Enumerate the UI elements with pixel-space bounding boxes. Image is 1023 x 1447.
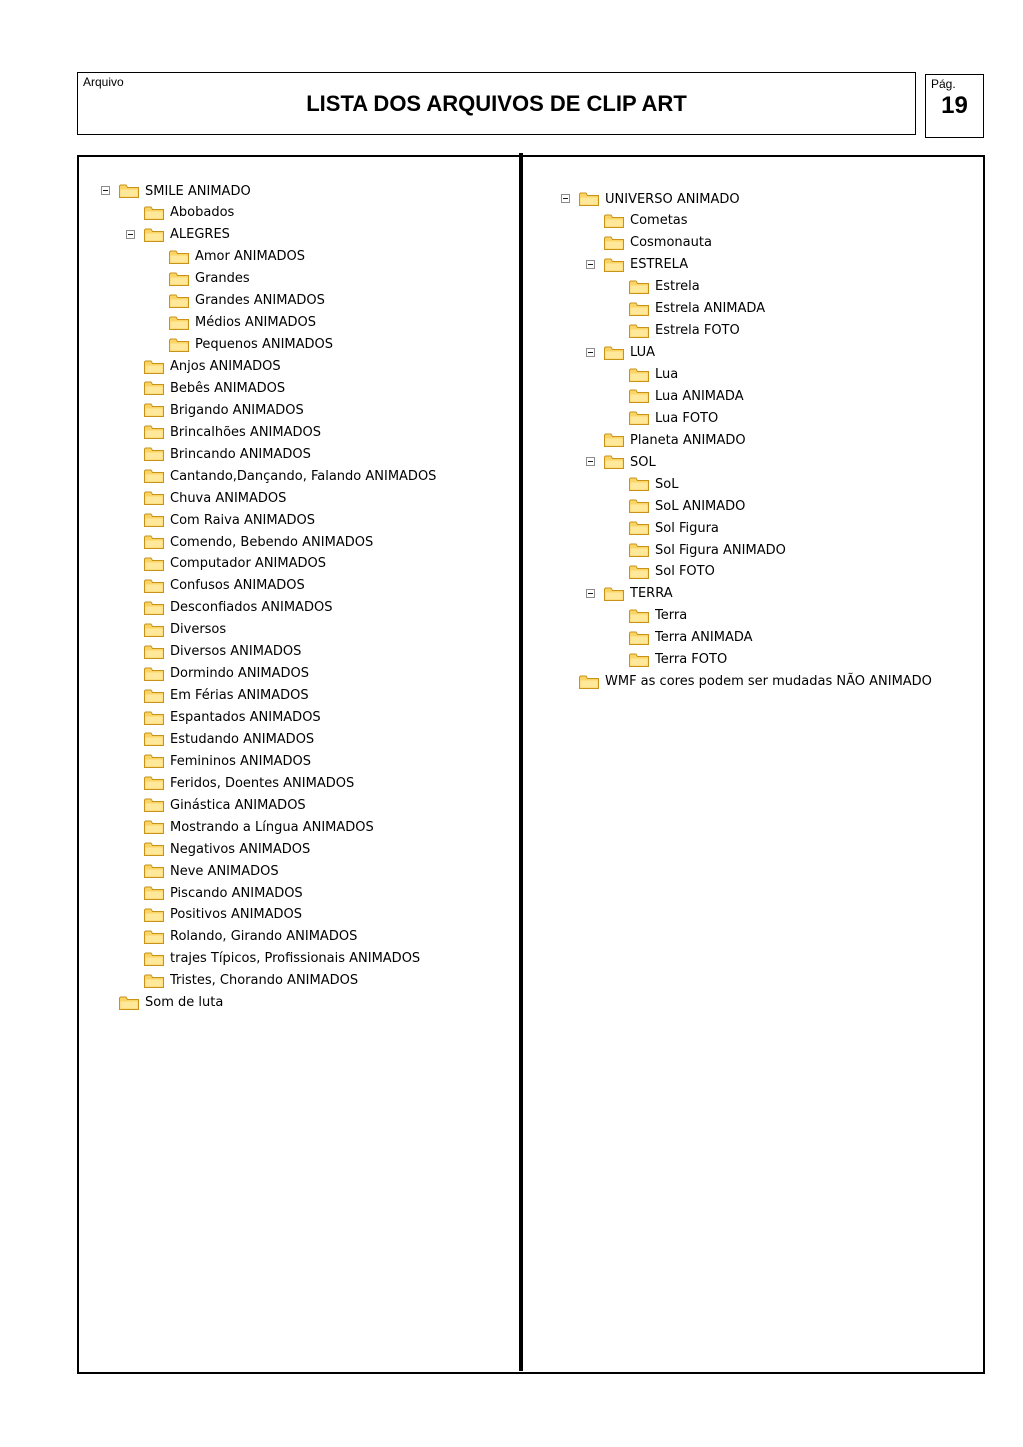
folder-icon [143,380,165,396]
tree-item-label: Sol Figura ANIMADO [655,542,786,558]
tree-item-label: Lua FOTO [655,410,719,426]
tree-item-row[interactable] [143,685,309,707]
tree-item-label: Amor ANIMADOS [195,249,306,265]
folder-icon [143,446,165,462]
tree-item-row[interactable] [118,180,251,202]
tree-item-label: Anjos ANIMADOS [170,359,281,374]
collapse-minus-icon[interactable] [586,260,595,269]
tree-item-label: Médios ANIMADOS [195,315,316,331]
folder-icon [118,995,140,1011]
collapse-minus-icon[interactable] [126,230,135,239]
folder-icon [143,929,165,945]
tree-item-label: Abobados [170,205,235,221]
tree-item-label: Cosmonauta [630,235,712,251]
folder-icon [143,622,165,638]
tree-item-row[interactable] [603,342,655,364]
tree-item-label: Cantando,Dançando, Falando ANIMADOS [170,468,437,484]
tree-item-row[interactable] [628,364,678,386]
folder-icon [603,257,625,273]
tree-item-row[interactable] [578,671,932,693]
tree-item-label: Lua [655,367,679,382]
folder-icon [143,424,165,440]
tree-item-label: TERRA [630,586,673,602]
tree-item-label: Computador ANIMADOS [170,556,326,572]
folder-icon [168,271,190,287]
folder-icon [143,468,165,484]
tree-item-row[interactable] [143,663,309,685]
tree-item-row[interactable] [168,334,333,356]
folder-icon [628,410,650,426]
folder-icon [143,512,165,528]
tree-item-label: Terra [655,608,688,624]
tree-item-row[interactable] [628,539,786,561]
tree-item-row[interactable] [143,794,306,816]
tree-item-label: Diversos ANIMADOS [170,644,302,660]
page-title: LISTA DOS ARQUIVOS DE CLIP ART [306,91,687,116]
tree-item-row[interactable] [603,583,673,605]
tree-item-label: Confusos ANIMADOS [170,578,305,594]
tree-item-label: Brincalhões ANIMADOS [170,424,321,440]
tree-item-row[interactable] [143,838,310,860]
folder-icon [628,301,650,317]
folder-icon [628,476,650,492]
folder-icon [143,578,165,594]
tree-item-row[interactable] [603,210,688,232]
tree-item-row[interactable] [628,605,687,627]
tree-item-row[interactable] [143,707,321,729]
tree-item-row[interactable] [143,575,305,597]
tree-item-row[interactable] [628,517,719,539]
folder-icon [168,337,190,353]
tree-item-row[interactable] [143,465,436,487]
tree-item-row[interactable] [628,649,727,671]
tree-item-row[interactable] [628,495,745,517]
tree-item-row[interactable] [628,407,718,429]
tree-item-label: Bebês ANIMADOS [170,380,286,396]
folder-icon [628,520,650,536]
tree-item-label: Comendo, Bebendo ANIMADOS [170,534,374,550]
tree-item-label: WMF as cores podem ser mudadas NÃO ANIMADO [605,674,932,690]
tree-item-row[interactable] [143,641,301,663]
tree-item-label: Estrela ANIMADA [655,301,766,317]
tree-item-row[interactable] [143,224,230,246]
tree-item-row[interactable] [628,627,753,649]
tree-item-label: SMILE ANIMADO [145,183,251,199]
folder-icon [628,323,650,339]
tree-item-label: Em Férias ANIMADOS [170,688,309,704]
folder-icon [143,710,165,726]
tree-item-label: Brigando ANIMADOS [170,402,304,418]
folder-icon [143,885,165,901]
tree-item-label: Tristes, Chorando ANIMADOS [170,973,359,989]
tree-item-row[interactable] [143,750,311,772]
folder-icon [143,534,165,550]
tree-item-label: Brincando ANIMADOS [170,446,311,462]
tree-item-label: Chuva ANIMADOS [170,490,287,506]
folder-icon [143,600,165,616]
tree-item-row[interactable] [143,970,358,992]
tree-item-row[interactable] [628,320,740,342]
tree-item-label: Estrela [655,279,700,295]
folder-icon [143,819,165,835]
folder-icon [143,797,165,813]
tree-item-label: Femininos ANIMADOS [170,753,312,769]
tree-item-label: Cometas [630,213,688,229]
header-small-label: Arquivo [83,75,124,89]
collapse-minus-icon[interactable] [586,457,595,466]
folder-icon [603,235,625,251]
tree-item-row[interactable] [168,290,325,312]
page-label: Pág. [931,77,956,91]
folder-icon [603,213,625,229]
folder-icon [143,556,165,572]
tree-item-row[interactable] [143,421,321,443]
tree-item-label: Estrela FOTO [655,323,740,339]
tree-item-row[interactable] [143,772,354,794]
folder-icon [143,666,165,682]
tree-item-label: Positivos ANIMADOS [170,907,303,923]
tree-item-row[interactable] [143,860,279,882]
header-box [77,72,916,135]
tree-item-row[interactable] [628,473,678,495]
folder-icon [578,674,600,690]
tree-item-row[interactable] [603,254,688,276]
tree-item-label: trajes Típicos, Profissionais ANIMADOS [170,951,421,967]
tree-item-row[interactable] [143,487,286,509]
folder-icon [143,402,165,418]
tree-item-label: SoL ANIMADO [655,498,746,514]
folder-icon [628,542,650,558]
tree-item-label: Terra FOTO [655,652,728,668]
tree-item-label: Diversos [170,622,227,638]
folder-icon [628,652,650,668]
tree-item-label: Grandes [195,271,250,287]
tree-item-row[interactable] [143,202,234,224]
tree-item-label: UNIVERSO ANIMADO [605,191,740,207]
folder-icon [628,630,650,646]
folder-icon [143,688,165,704]
tree-item-label: Dormindo ANIMADOS [170,666,309,682]
tree-item-row[interactable] [143,509,315,531]
folder-icon [143,359,165,375]
tree-item-row[interactable] [628,276,700,298]
tree-item-row[interactable] [143,356,281,378]
folder-icon [143,863,165,879]
collapse-minus-icon[interactable] [561,194,570,203]
tree-item-row[interactable] [143,597,332,619]
tree-item-label: Planeta ANIMADO [630,432,746,448]
collapse-minus-icon[interactable] [586,348,595,357]
tree-item-row[interactable] [143,619,226,641]
folder-icon [628,367,650,383]
folder-icon [143,490,165,506]
tree-item-label: Estudando ANIMADOS [170,731,315,747]
tree-item-row[interactable] [628,298,765,320]
tree-item-label: Lua ANIMADA [655,388,744,404]
tree-item-label: Feridos, Doentes ANIMADOS [170,775,355,791]
tree-item-row[interactable] [143,816,374,838]
folder-icon [143,907,165,923]
tree-item-label: Desconfiados ANIMADOS [170,600,333,616]
tree-item-row[interactable] [143,553,326,575]
tree-item-label: ESTRELA [630,257,689,273]
folder-icon [143,951,165,967]
folder-icon [578,191,600,207]
folder-icon [143,644,165,660]
column-divider [519,153,523,1371]
tree-item-row[interactable] [143,377,285,399]
folder-icon [628,564,650,580]
tree-item-row[interactable] [143,926,357,948]
tree-item-row[interactable] [143,399,304,421]
folder-icon [168,249,190,265]
tree-item-label: Mostrando a Língua ANIMADOS [170,819,374,835]
tree-item-row[interactable] [143,948,420,970]
tree-item-label: Piscando ANIMADOS [170,885,303,901]
folder-icon [603,345,625,361]
folder-icon [603,432,625,448]
tree-item-label: Terra ANIMADA [655,630,753,646]
folder-icon [143,841,165,857]
folder-icon [603,586,625,602]
tree-item-label: SOL [630,454,656,470]
tree-item-label: Negativos ANIMADOS [170,841,311,857]
tree-item-row[interactable] [143,531,373,553]
folder-icon [143,731,165,747]
tree-item-label: SoL [655,476,679,492]
tree-item-row[interactable] [143,904,302,926]
tree-item-label: Sol Figura [655,520,719,536]
collapse-minus-icon[interactable] [586,589,595,598]
tree-item-row[interactable] [168,246,305,268]
folder-icon [118,183,140,199]
tree-item-label: Sol FOTO [655,564,715,580]
tree-item-row[interactable] [603,429,746,451]
folder-icon [143,227,165,243]
tree-item-label: Ginástica ANIMADOS [170,797,306,813]
tree-item-label: Com Raiva ANIMADOS [170,512,315,528]
page-number-box [925,74,984,138]
folder-icon [143,753,165,769]
folder-icon [168,315,190,331]
tree-item-row[interactable] [168,312,316,334]
tree-item-label: Espantados ANIMADOS [170,710,321,725]
tree-item-row[interactable] [118,992,223,1014]
tree-item-label: Neve ANIMADOS [170,863,279,879]
tree-item-row[interactable] [143,728,314,750]
tree-item-label: Pequenos ANIMADOS [195,337,334,353]
folder-icon [603,454,625,470]
tree-item-row[interactable] [143,443,311,465]
tree-item-row[interactable] [578,188,740,210]
tree-item-row[interactable] [143,882,303,904]
tree-item-row[interactable] [603,232,712,254]
tree-item-label: LUA [630,345,656,361]
tree-item-row[interactable] [628,561,715,583]
tree-item-label: ALEGRES [170,227,230,243]
tree-item-label: Rolando, Girando ANIMADOS [170,929,358,945]
folder-icon [628,388,650,404]
folder-icon [143,973,165,989]
tree-item-row[interactable] [603,451,656,473]
folder-icon [628,498,650,514]
tree-item-row[interactable] [168,268,250,290]
page-number: 19 [941,92,968,119]
collapse-minus-icon[interactable] [101,186,110,195]
folder-icon [628,279,650,295]
tree-item-row[interactable] [628,385,744,407]
tree-item-label: Som de luta [145,995,224,1011]
folder-icon [628,608,650,624]
folder-icon [143,775,165,791]
folder-icon [143,205,165,221]
folder-icon [168,293,190,309]
tree-item-label: Grandes ANIMADOS [195,293,325,309]
